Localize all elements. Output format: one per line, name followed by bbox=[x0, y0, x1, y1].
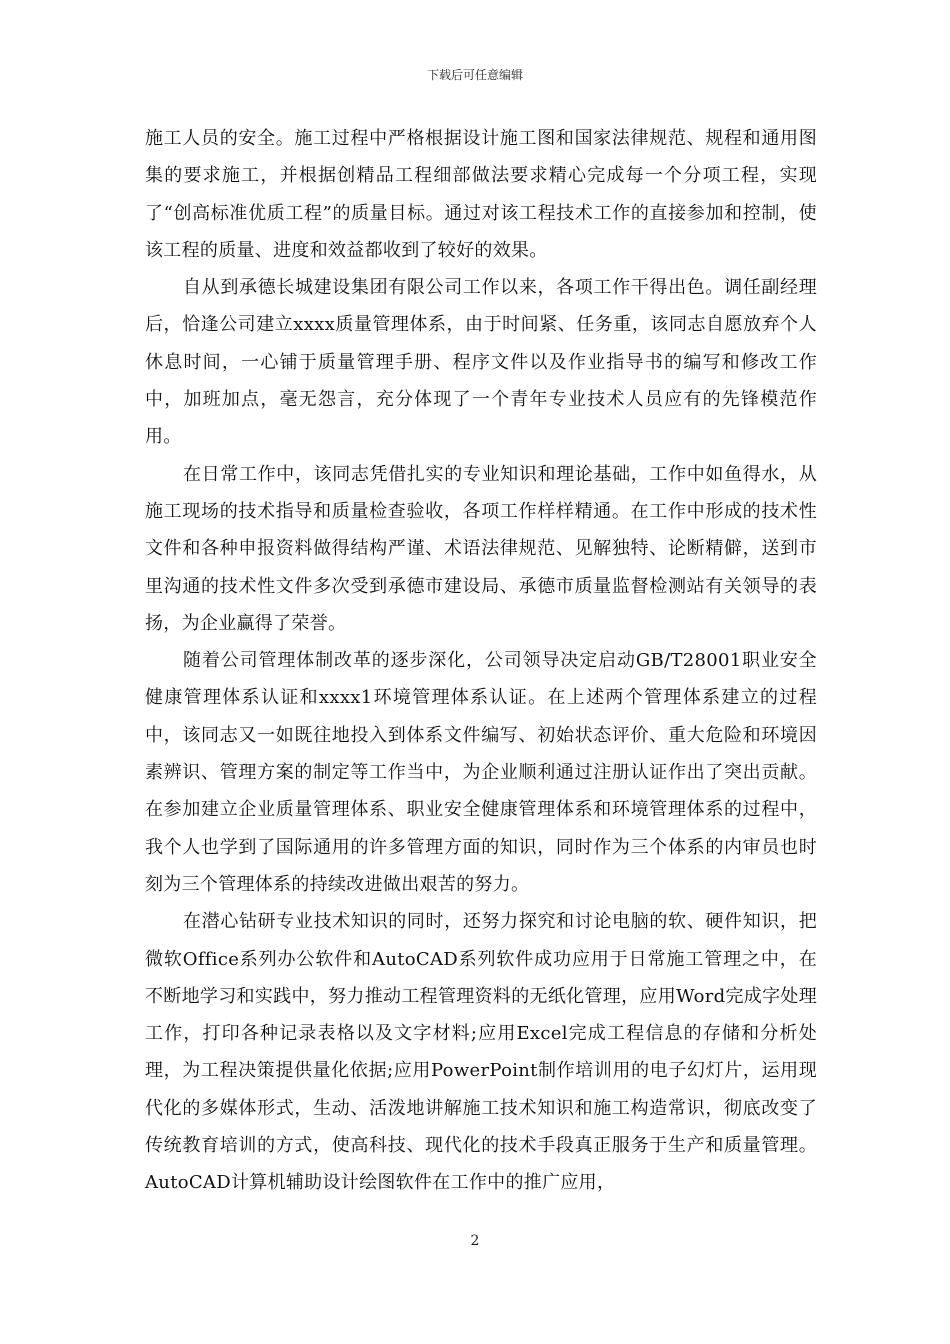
paragraph-5: 在潜心钻研专业技术知识的同时，还努力探究和讨论电脑的软、硬件知识，把微软Office系列办公软件和AutoCAD系列软件成功应用于日常施工管理之中，在不断地学习和实践中，努力推动工程管理资料的无纸化管理，应用Word完成字处理工作，打印各种记录表格以及文字材料;应用Excel完成工程信息的存储和分析处理，为工程决策提供量化依据;应用PowerPoint制作培训用的电子幻灯片，运用现代化的多媒体形式，生动、活泼地讲解施工技术知识和施工构造常识，彻底改变了传统教育培训的方式，使高科技、现代化的技术手段真正服务于生产和质量管理。AutoCAD计算机辅助设计绘图软件在工作中的推广应用， bbox=[145, 911, 817, 1194]
document-body bbox=[145, 120, 817, 1202]
page-header bbox=[0, 67, 950, 83]
paragraph-3: 在日常工作中，该同志凭借扎实的专业知识和理论基础，工作中如鱼得水，从施工现场的技术指导和质量检查验收，各项工作样样精通。在工作中形成的技术性文件和各种申报资料做得结构严谨、术语法律规范、见解独特、论断精僻，送到市里沟通的技术性文件多次受到承德市建设局、承德市质量监督检测站有关领导的表扬，为企业赢得了荣誉。 bbox=[145, 463, 817, 634]
paragraph-4: 随着公司管理体制改革的逐步深化，公司领导决定启动GB/T28001职业安全健康管理体系认证和xxxx1环境管理体系认证。在上述两个管理体系建立的过程中，该同志又一如既往地投入到体系文件编写、初始状态评价、重大危险和环境因素辨识、管理方案的制定等工作当中，为企业顺利通过注册认证作出了突出贡献。在参加建立企业质量管理体系、职业安全健康管理体系和环境管理体系的过程中，我个人也学到了国际通用的许多管理方面的知识，同时作为三个体系的内审员也时刻为三个管理体系的持续改进做出艰苦的努力。 bbox=[145, 650, 817, 895]
paragraph-2: 自从到承德长城建设集团有限公司工作以来，各项工作干得出色。调任副经理后，恰逢公司建立xxxx质量管理体系，由于时间紧、任务重，该同志自愿放弃个人休息时间，一心铺于质量管理手册、程序文件以及作业指导书的编写和修改工作中，加班加点，毫无怨言，充分体现了一个青年专业技术人员应有的先锋模范作用。 bbox=[145, 277, 817, 448]
paragraph-1: 施工人员的安全。施工过程中严格根据设计施工图和国家法律规范、规程和通用图集的要求施工，并根据创精品工程细部做法要求精心完成每一个分项工程，实现了“创高标准优质工程”的质量目标。通过对该工程技术工作的直接参加和控制，使该工程的质量、进度和效益都收到了较好的效果。 bbox=[145, 128, 817, 261]
page-number: 2 bbox=[470, 1233, 480, 1249]
header-text: 下载后可任意编辑 bbox=[426, 68, 523, 82]
